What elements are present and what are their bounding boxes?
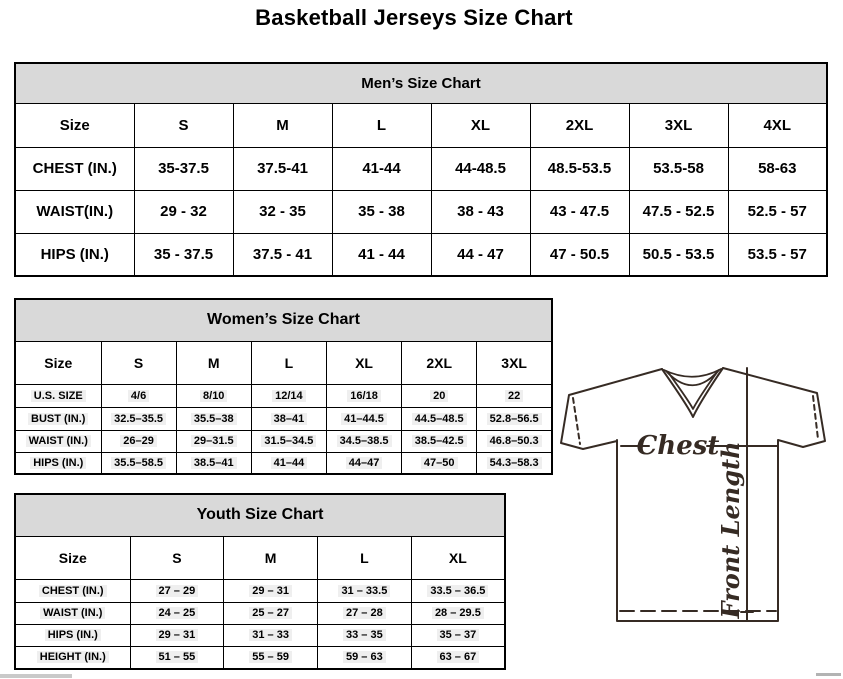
- column-header: XL: [411, 536, 505, 579]
- size-value-cell: 38 - 43: [431, 190, 530, 233]
- size-value: 31 – 33.5: [338, 585, 390, 597]
- size-value-cell: 41 - 44: [332, 233, 431, 276]
- size-value-cell: [176, 407, 251, 430]
- table-header-row: [15, 536, 505, 579]
- table-row: [15, 190, 827, 233]
- size-value: 4/6: [128, 390, 149, 402]
- size-value: 8/10: [200, 390, 227, 402]
- table-row: [15, 233, 827, 276]
- youth-size-chart: [14, 493, 506, 670]
- column-header: M: [176, 341, 251, 384]
- size-value-cell: [224, 624, 318, 646]
- row-label: [15, 646, 130, 669]
- size-value: 16/18: [347, 390, 381, 402]
- size-value: 34.5–38.5: [337, 435, 392, 447]
- size-value-cell: [402, 384, 477, 407]
- size-value-cell: 53.5-58: [629, 147, 728, 190]
- column-header: Size: [15, 341, 101, 384]
- youth-chart-title: Youth Size Chart: [15, 494, 505, 536]
- horizontal-scrollbar-thumb-right[interactable]: [816, 673, 841, 676]
- size-value: 35.5–58.5: [111, 457, 166, 469]
- column-header: L: [332, 103, 431, 147]
- size-value-cell: [130, 624, 224, 646]
- row-label-text: HIPS (IN.): [45, 629, 101, 641]
- chest-label: Chest: [636, 431, 720, 461]
- size-value: 24 – 25: [156, 607, 199, 619]
- column-header: S: [101, 341, 176, 384]
- table-row: [15, 384, 552, 407]
- table-row: [15, 430, 552, 452]
- row-label: [15, 579, 130, 602]
- size-value: 41–44.5: [341, 413, 387, 425]
- column-header: 2XL: [402, 341, 477, 384]
- size-value-cell: 58-63: [728, 147, 827, 190]
- table-row: [15, 452, 552, 474]
- size-value: 22: [505, 390, 523, 402]
- size-value-cell: 48.5-53.5: [530, 147, 629, 190]
- horizontal-scrollbar-thumb-left[interactable]: [0, 674, 72, 678]
- size-value-cell: [411, 646, 505, 669]
- size-value-cell: [176, 430, 251, 452]
- size-value: 27 – 29: [156, 585, 199, 597]
- row-label-text: BUST (IN.): [28, 413, 88, 425]
- row-label: CHEST (IN.): [15, 147, 134, 190]
- table-header-row: [15, 341, 552, 384]
- size-value-cell: [326, 430, 401, 452]
- size-value-cell: 44-48.5: [431, 147, 530, 190]
- table-row: [15, 407, 552, 430]
- size-value-cell: [101, 384, 176, 407]
- size-value-cell: 32 - 35: [233, 190, 332, 233]
- size-value: 32.5–35.5: [111, 413, 166, 425]
- size-value-cell: 47.5 - 52.5: [629, 190, 728, 233]
- size-value-cell: [101, 430, 176, 452]
- size-value: 28 – 29.5: [432, 607, 484, 619]
- column-header: XL: [431, 103, 530, 147]
- table-row: [15, 602, 505, 624]
- size-value: 31.5–34.5: [261, 435, 316, 447]
- size-value: 29 – 31: [156, 629, 199, 641]
- column-header: S: [130, 536, 224, 579]
- column-header: M: [233, 103, 332, 147]
- size-value: 59 – 63: [343, 651, 386, 663]
- size-value-cell: 35 - 37.5: [134, 233, 233, 276]
- size-value-cell: 41-44: [332, 147, 431, 190]
- size-value: 41–44: [271, 457, 308, 469]
- row-label-text: HEIGHT (IN.): [37, 651, 109, 663]
- row-label: [15, 452, 101, 474]
- row-label-text: WAIST (IN.): [40, 607, 105, 619]
- front-length-label: Front Length: [716, 441, 745, 619]
- womens-size-table: [14, 298, 553, 475]
- size-value-cell: 44 - 47: [431, 233, 530, 276]
- table-header-row: [15, 103, 827, 147]
- size-value: 33.5 – 36.5: [427, 585, 488, 597]
- size-value-cell: [326, 384, 401, 407]
- size-value-cell: [318, 624, 412, 646]
- mens-size-chart: [14, 62, 828, 277]
- size-value: 54.3–58.3: [487, 457, 542, 469]
- size-value-cell: 35 - 38: [332, 190, 431, 233]
- size-value: 33 – 35: [343, 629, 386, 641]
- size-value-cell: [251, 407, 326, 430]
- size-value: 25 – 27: [249, 607, 292, 619]
- size-value-cell: [402, 430, 477, 452]
- size-value: 38.5–41: [191, 457, 237, 469]
- size-value: 35.5–38: [191, 413, 237, 425]
- size-value-cell: 52.5 - 57: [728, 190, 827, 233]
- size-value: 38–41: [271, 413, 308, 425]
- size-value: 44–47: [346, 457, 383, 469]
- size-value: 51 – 55: [156, 651, 199, 663]
- table-row: [15, 147, 827, 190]
- size-value: 38.5–42.5: [412, 435, 467, 447]
- column-header: L: [251, 341, 326, 384]
- size-value-cell: 43 - 47.5: [530, 190, 629, 233]
- size-value-cell: [224, 646, 318, 669]
- size-value: 27 – 28: [343, 607, 386, 619]
- size-value-cell: [101, 452, 176, 474]
- row-label: [15, 602, 130, 624]
- size-value-cell: [411, 579, 505, 602]
- table-row: [15, 646, 505, 669]
- size-value-cell: [251, 452, 326, 474]
- row-label: [15, 430, 101, 452]
- size-value: 31 – 33: [249, 629, 292, 641]
- size-value: 29 – 31: [249, 585, 292, 597]
- size-value-cell: [251, 384, 326, 407]
- size-value-cell: [326, 407, 401, 430]
- row-label: HIPS (IN.): [15, 233, 134, 276]
- size-value-cell: [477, 407, 552, 430]
- size-value-cell: [477, 430, 552, 452]
- left-cuff-dashed-line: [573, 398, 580, 444]
- column-header: M: [224, 536, 318, 579]
- size-value: 20: [430, 390, 448, 402]
- size-value-cell: [318, 579, 412, 602]
- size-value-cell: [402, 407, 477, 430]
- size-value-cell: [318, 646, 412, 669]
- column-header: 3XL: [477, 341, 552, 384]
- size-value-cell: [101, 407, 176, 430]
- size-value-cell: [477, 384, 552, 407]
- size-value-cell: [130, 602, 224, 624]
- size-value-cell: [477, 452, 552, 474]
- size-value: 63 – 67: [437, 651, 480, 663]
- size-value: 46.8–50.3: [487, 435, 542, 447]
- size-value-cell: 35-37.5: [134, 147, 233, 190]
- womens-size-chart: [14, 298, 553, 475]
- size-value: 52.8–56.5: [487, 413, 542, 425]
- youth-size-table: [14, 493, 506, 670]
- size-value-cell: [176, 452, 251, 474]
- size-value-cell: 37.5-41: [233, 147, 332, 190]
- row-label-text: WAIST (IN.): [26, 435, 91, 447]
- size-value-cell: [318, 602, 412, 624]
- size-value-cell: 50.5 - 53.5: [629, 233, 728, 276]
- mens-size-table: [14, 62, 828, 277]
- column-header: 3XL: [629, 103, 728, 147]
- row-label-text: U.S. SIZE: [31, 390, 86, 402]
- jersey-measurement-diagram: [558, 360, 838, 630]
- size-value: 29–31.5: [191, 435, 237, 447]
- size-value-cell: [224, 579, 318, 602]
- size-value: 47–50: [421, 457, 458, 469]
- size-value: 35 – 37: [437, 629, 480, 641]
- row-label-text: CHEST (IN.): [39, 585, 107, 597]
- size-value-cell: 37.5 - 41: [233, 233, 332, 276]
- column-header: 4XL: [728, 103, 827, 147]
- size-value-cell: [224, 602, 318, 624]
- size-value-cell: [402, 452, 477, 474]
- jersey-outline: [561, 368, 825, 621]
- size-value-cell: 47 - 50.5: [530, 233, 629, 276]
- size-value-cell: [251, 430, 326, 452]
- column-header: Size: [15, 536, 130, 579]
- right-cuff-dashed-line: [813, 396, 818, 439]
- size-value-cell: [411, 624, 505, 646]
- size-value-cell: [130, 646, 224, 669]
- column-header: S: [134, 103, 233, 147]
- size-value-cell: [130, 579, 224, 602]
- size-value: 12/14: [272, 390, 306, 402]
- size-value-cell: [326, 452, 401, 474]
- size-value-cell: 29 - 32: [134, 190, 233, 233]
- size-value-cell: [176, 384, 251, 407]
- column-header: 2XL: [530, 103, 629, 147]
- column-header: Size: [15, 103, 134, 147]
- table-row: [15, 579, 505, 602]
- row-label-text: HIPS (IN.): [30, 457, 86, 469]
- row-label: WAIST(IN.): [15, 190, 134, 233]
- womens-chart-title: Women’s Size Chart: [15, 299, 552, 341]
- size-value-cell: [411, 602, 505, 624]
- size-value: 55 – 59: [249, 651, 292, 663]
- mens-chart-title: Men’s Size Chart: [15, 63, 827, 103]
- size-value: 44.5–48.5: [412, 413, 467, 425]
- column-header: L: [318, 536, 412, 579]
- row-label: [15, 384, 101, 407]
- row-label: [15, 624, 130, 646]
- column-header: XL: [326, 341, 401, 384]
- row-label: [15, 407, 101, 430]
- page-title: Basketball Jerseys Size Chart: [255, 5, 573, 30]
- size-value: 26–29: [120, 435, 157, 447]
- size-value-cell: 53.5 - 57: [728, 233, 827, 276]
- table-row: [15, 624, 505, 646]
